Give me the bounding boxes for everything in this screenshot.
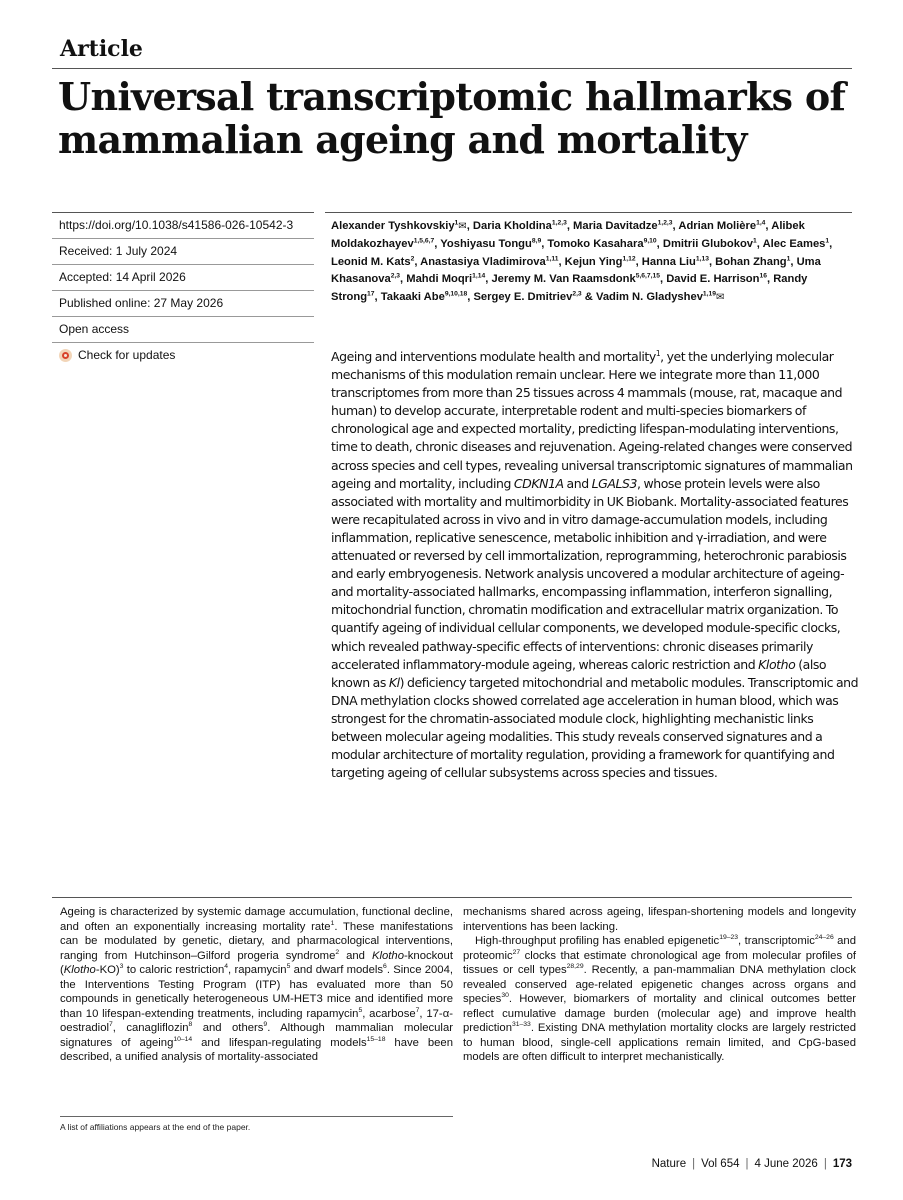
body-paragraph (60, 905, 453, 1065)
abstract-text: ) deficiency targeted mitochondrial and metabolic modules. Transcriptomic and DNA methylation clocks showed correlated age acceleration in human blood, which was strongest for the chromatin-associated module clock, highlighting mechanistic links between molecular ageing modalities. This study reveals conserved signatures and a modular architecture of mortality regulation, providing a framework for quantifying and targeting ageing of cellular subsystems across species and tissues. (331, 674, 859, 781)
citation-ref[interactable]: 4 (224, 963, 229, 971)
footnote-rule (60, 1116, 453, 1117)
accepted-date: Accepted: 14 April 2026 (52, 265, 314, 291)
author-name[interactable]: Dmitrii Glubokov (662, 237, 754, 250)
abstract-text: Ageing and interventions modulate health and mortality (331, 349, 656, 364)
citation-ref[interactable]: 31–33 (511, 1021, 531, 1029)
author-affiliation: 1,2,3 (551, 219, 567, 227)
author-affiliation: 8,9 (531, 237, 542, 245)
gene-name: Klotho (371, 949, 404, 962)
citation-ref[interactable]: 19–23 (719, 934, 739, 942)
page-footer: Nature | Vol 654 | 4 June 2026 | 173 (651, 1158, 852, 1170)
author-affiliation: 1 (825, 237, 830, 245)
author-name[interactable]: Daria Kholdina (472, 220, 552, 232)
received-date: Received: 1 July 2024 (52, 239, 314, 265)
citation-ref[interactable]: 7 (415, 1006, 420, 1014)
author-affiliation: 1,12 (622, 254, 636, 262)
author-name[interactable]: Alec Eames (762, 237, 826, 250)
citation-ref[interactable]: 2 (335, 948, 340, 956)
abstract-text: , whose protein levels were also associated with mortality and multimorbidity in UK Biobank. Mortality-associated features were recapitulated across in vivo and in vitro damage-accumulation models, including inflammation, replicative senescence, metabolic inhibition and γ-irradiation, and were attenuated or reversed by cell immortalization, reprogramming, heterochronic parabiosis and early embryogenesis. Network analysis uncovered a modular architecture of ageing- and mortality-associated hallmarks, encompassing inflammation, interferon signalling, mitochondrial function, chromatin modification and extracellular matrix organization. To quantify ageing of individual cellular components, we developed module-specific clocks, which revealed pathway-specific effects of interventions: chronic diseases primarily accelerated inflammatory-module ageing, whereas caloric restriction and (331, 475, 849, 672)
author-affiliation: 1,2,3 (657, 219, 673, 227)
body-text: . Since 2004, the Interventions Testing Program (ITP) has evaluated more than 50 compounds in genetically heterogeneous UM-HET3 mice and identified more than 10 lifespan-extending treatments, including rapamycin (60, 964, 454, 1020)
citation-ref[interactable]: 30 (501, 992, 509, 1000)
body-text: to caloric restriction (123, 964, 225, 976)
header-rule (52, 68, 852, 69)
gene-name: Klotho (758, 656, 796, 672)
author-name[interactable]: David E. Harrison (666, 273, 760, 286)
author-list: Alexander Tyshkovskiy$^1$✉, Daria Kholdina$^{1,2,3}$, Maria Davitadze$^{1,2,3}$, Adrian Molière$^{1,4}$, Alibek Moldakozhayev$^{1,5,6,7}$, Yoshiyasu Tongu$^{8,9}$, Tomoko Kasahara$^{9,10}$, Dmitrii Glubokov$^1$, Alec Eames$^1$, Leonid M. Kats$^2$, Anastasiya Vladimirova$^{1,11}$, Kejun Ying$^{1,12}$, Hanna Liu$^{1,13}$, Bohan Zhang$^1$, Uma Khasanova$^{2,3}$, Mahdi Moqri$^{1,14}$, Jeremy M. Van Raamsdonk$^{5,6,7,15}$, David E. Harrison$^{16}$, Randy Strong$^{17}$, Takaaki Abe$^{9,10,18}$, Sergey E. Dmitriev$^{2,3}$ & Vadim N. Gladyshev$^{1,19}$✉ (331, 219, 833, 304)
body-text: -KO) (95, 964, 120, 976)
citation-ref[interactable]: 8 (188, 1021, 193, 1029)
author-affiliation: 1 (753, 237, 757, 245)
body-text: High-throughput profiling has enabled epigenetic (475, 935, 720, 947)
body-text: -knockout ( (60, 949, 453, 976)
crossmark-icon (59, 349, 72, 362)
author-name[interactable]: Sergey E. Dmitriev (473, 291, 573, 304)
article-type-label: Article (60, 36, 143, 62)
abstract-text: (also known as (331, 656, 827, 690)
affiliations-footnote: A list of affiliations appears at the end of the paper. (60, 1122, 251, 1132)
author-name[interactable]: Uma Khasanova (331, 255, 821, 286)
citation-ref[interactable]: 5 (358, 1006, 363, 1014)
body-column-right (463, 905, 856, 1065)
journal-name: Nature (651, 1158, 687, 1170)
citation-ref[interactable]: 10–14 (173, 1035, 193, 1043)
abstract-text: and (563, 475, 592, 491)
body-rule (52, 897, 852, 898)
author-affiliation: 1 (786, 254, 791, 262)
author-affiliation: 5,6,7,15 (635, 272, 660, 280)
body-text: and lifespan-regulating models (192, 1036, 367, 1049)
body-paragraph (463, 934, 856, 1065)
citation-ref[interactable]: 6 (383, 963, 387, 971)
citation-ref[interactable]: 5 (286, 963, 291, 971)
author-affiliation: 9,10 (643, 237, 657, 245)
check-for-updates-label: Check for updates (78, 348, 176, 362)
abstract (331, 348, 861, 782)
author-affiliation: 16 (759, 272, 767, 280)
author-affiliation: 9,10,18 (444, 290, 468, 298)
body-text: Ageing is characterized by systemic damage accumulation, functional decline, and often an exponentially increasing mortality rate (60, 906, 453, 933)
email-icon[interactable]: ✉ (458, 221, 467, 232)
author-name[interactable]: Jeremy M. Van Raamsdonk (491, 273, 636, 286)
issue-date: 4 June 2026 (754, 1158, 818, 1170)
citation-ref[interactable]: 9 (263, 1021, 268, 1029)
article-title: Universal transcriptomic hallmarks of mammalian ageing and mortality (58, 74, 846, 162)
author-name[interactable]: Kejun Ying (564, 255, 623, 268)
author-name[interactable]: Bohan Zhang (715, 255, 787, 268)
author-name[interactable]: Yoshiyasu Tongu (440, 237, 532, 250)
author-affiliation: 2 (410, 254, 415, 262)
email-icon[interactable]: ✉ (716, 292, 725, 304)
citation-ref[interactable]: 15–18 (366, 1035, 386, 1043)
citation-ref[interactable]: 27 (512, 948, 521, 956)
author-name[interactable]: Alibek Moldakozhayev (331, 220, 805, 250)
body-text: . However, biomarkers of mortality and clinical outcomes better reflect cumulative damage burden (molecular age) and improve health prediction (463, 993, 856, 1034)
author-affiliation: 1,4 (756, 219, 766, 227)
body-column-left (60, 905, 453, 1065)
citation-ref[interactable]: 28,29 (566, 963, 584, 971)
author-affiliation: 1,5,6,7 (413, 237, 435, 245)
author-name[interactable]: Anastasiya Vladimirova (420, 255, 546, 268)
body-text: . Although mammalian molecular signatures of ageing (60, 1022, 453, 1049)
body-text: have been described, a unified analysis of mortality-associated (60, 1036, 453, 1063)
author-name[interactable]: Randy Strong (331, 273, 808, 304)
article-metadata (52, 212, 314, 368)
author-affiliation: 1,19 (702, 290, 716, 298)
body-text: , acarbose (362, 1007, 416, 1020)
page-number: 173 (832, 1158, 852, 1170)
citation-ref[interactable]: 24–26 (814, 934, 834, 942)
author-affiliation: 17 (367, 290, 375, 298)
author-name[interactable]: Tomoko Kasahara (547, 237, 644, 250)
body-paragraph (463, 905, 856, 934)
citation-ref[interactable]: 3 (119, 963, 124, 971)
author-name[interactable]: Leonid M. Kats (331, 255, 411, 268)
body-text: and (339, 949, 372, 962)
body-text: , canagliflozin (112, 1022, 189, 1034)
published-date: Published online: 27 May 2026 (52, 291, 314, 317)
body-text: and dwarf models (290, 964, 384, 976)
author-affiliation: 2,3 (572, 290, 582, 298)
author-affiliation: 2,3 (390, 272, 401, 280)
author-name[interactable]: Alexander Tyshkovskiy (331, 220, 455, 232)
gene-name: Kl (388, 674, 400, 690)
gene-name: LGALS3 (591, 475, 637, 491)
open-access-label: Open access (52, 317, 314, 343)
body-text: . Recently, a pan-mammalian DNA methylation clock revealed conserved age-related epigenetic changes across organs and species (463, 964, 856, 1005)
author-affiliation: 1,13 (695, 254, 709, 262)
volume: Vol 654 (701, 1158, 740, 1170)
body-text: and others (192, 1022, 264, 1034)
citation-ref[interactable]: 1 (330, 919, 335, 927)
abstract-text: , yet the underlying molecular mechanisms of this modulation remain unclear. Here we integrate more than 11,000 transcriptomes from more than 25 tissues across 4 mammals (mouse, rat, macaque and human) to develop accurate, interpretable rodent and multi-species biomarkers of chronological age and expected mortality, predicting lifespan-modulating interventions, time to death, chronic diseases and rejuvenation. Ageing-related changes were conserved across species and cell types, revealing universal transcriptomic signatures of mammalian ageing and mortality, including (331, 349, 853, 491)
author-name[interactable]: Mahdi Moqri (406, 273, 473, 286)
body-text: clocks that estimate chronological age from molecular profiles of tissues or cell types (463, 949, 856, 976)
body-text: . These manifestations can be modulated by genetic, dietary, and pharmacological interventions, ranging from Hutchinson–Gilford progeria syndrome (60, 920, 453, 962)
body-text: , 17-α-oestradiol (60, 1007, 453, 1034)
check-for-updates-button[interactable] (52, 343, 314, 368)
author-affiliation: 1 (454, 219, 459, 227)
citation-ref[interactable]: 1 (655, 348, 661, 358)
author-affiliation: 1,14 (472, 272, 486, 280)
author-name[interactable]: Takaaki Abe (380, 291, 445, 304)
gene-name: CDKN1A (513, 475, 564, 491)
body-text: , transcriptomic (738, 935, 815, 947)
body-text: , rapamycin (228, 964, 287, 976)
citation-ref[interactable]: 7 (108, 1021, 113, 1029)
body-text: and proteomic (463, 935, 856, 962)
author-name[interactable]: Adrian Molière (678, 220, 757, 232)
authors-rule (325, 212, 852, 213)
body-text: . Existing DNA methylation mortality clocks are largely restricted to human blood, single-cell applications remain limited, and CpG-based models are often difficult to interpret mechanistically. (463, 1022, 856, 1063)
gene-name: Klotho (63, 964, 96, 976)
body-text: mechanisms shared across ageing, lifespan-shortening models and longevity interventions has been lacking. (463, 906, 856, 933)
author-name[interactable]: Maria Davitadze (573, 220, 658, 232)
author-affiliation: 1,11 (545, 254, 559, 262)
author-name[interactable]: Vadim N. Gladyshev (595, 291, 703, 304)
doi-link[interactable]: https://doi.org/10.1038/s41586-026-10542-3 (52, 212, 314, 239)
author-name[interactable]: Hanna Liu (641, 255, 696, 268)
